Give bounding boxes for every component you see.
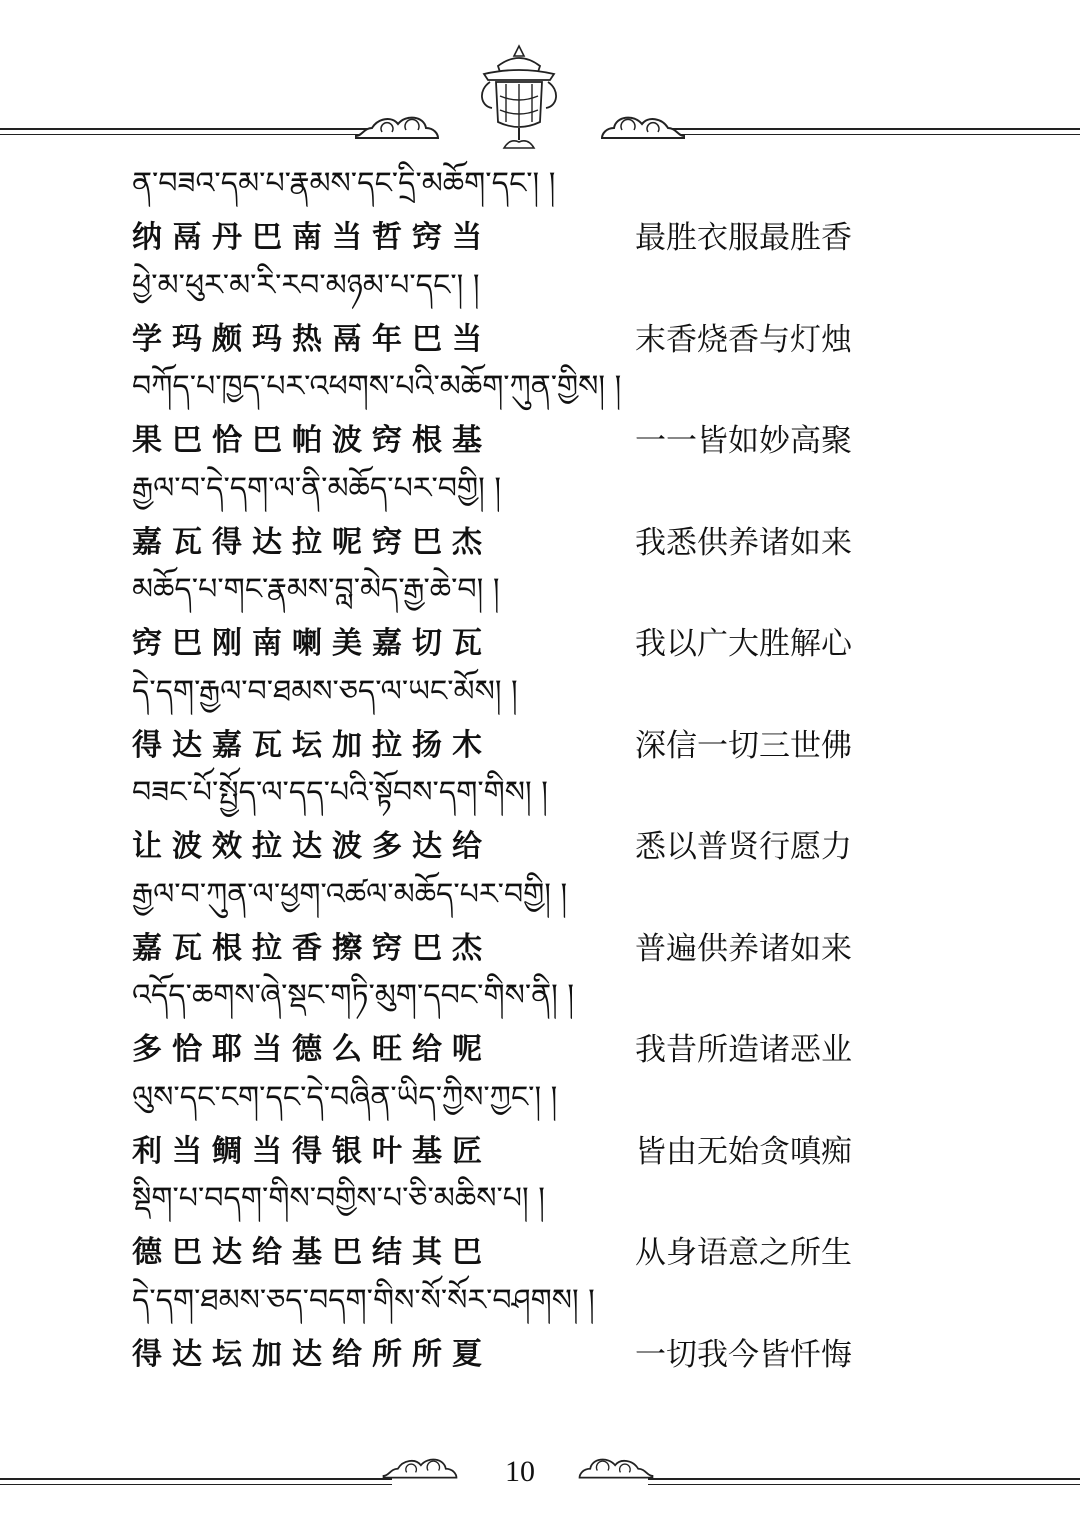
verse [132, 465, 852, 567]
meaning-line: 悉以普贤行愿力 [635, 829, 852, 865]
bottom-rule-inner [0, 1484, 392, 1485]
tibetan-line: དེ་དག་ཐམས་ཅད་བདག་གིས་སོ་སོར་བཤགས། ། [132, 1282, 595, 1318]
meaning-line: 一一皆如妙高聚 [635, 423, 852, 459]
tibetan-line: དེ་དག་རྒྱལ་བ་ཐམས་ཅད་ལ་ཡང་མོས། ། [132, 673, 518, 709]
cloud-scroll-icon [352, 106, 442, 146]
top-rule-inner-right [668, 134, 1080, 135]
phonetic-line: 得达嘉瓦坛加拉扬木 [132, 727, 492, 763]
meaning-line: 从身语意之所生 [635, 1235, 852, 1271]
bottom-rule-outer-right [648, 1478, 1080, 1480]
cloud-scroll-icon [576, 1448, 656, 1486]
bottom-rule-outer [0, 1478, 392, 1480]
phonetic-line: 果巴恰巴帕波窍根基 [132, 423, 492, 458]
phonetic-line: 纳鬲丹巴南当哲窍当 [132, 220, 492, 255]
phonetic-line: 嘉瓦根拉香擦窍巴杰 [132, 930, 492, 966]
meaning-line: 最胜衣服最胜香 [635, 220, 852, 256]
verse [132, 1074, 852, 1176]
chinese-row [132, 1231, 852, 1275]
tibetan-line: ལུས་དང་ངག་དང་དེ་བཞིན་ཡིད་ཀྱིས་ཀྱང་། ། [132, 1079, 558, 1115]
chinese-row [132, 825, 852, 869]
chinese-row [132, 927, 852, 971]
chinese-row [132, 419, 852, 463]
phonetic-line: 多恰耶当德么旺给呢 [132, 1032, 492, 1067]
phonetic-line: 嘉瓦得达拉呢窍巴杰 [132, 524, 492, 560]
tibetan-line: ཕྱེ་མ་ཕུར་མ་རི་རབ་མཉམ་པ་དང་། ། [132, 267, 480, 303]
verse [132, 1277, 852, 1379]
tibetan-line: རྒྱལ་བ་དེ་དག་ལ་ནི་མཆོད་པར་བགྱི། ། [132, 470, 501, 506]
meaning-line: 一切我今皆忏悔 [635, 1336, 852, 1373]
verse [132, 871, 852, 973]
phonetic-line: 窍巴刚南喇美嘉切瓦 [132, 626, 492, 661]
cloud-scroll-icon [598, 106, 688, 146]
chinese-row [132, 622, 852, 666]
cloud-scroll-icon [380, 1448, 460, 1486]
tibetan-line: མཆོད་པ་གང་རྣམས་བླ་མེད་རྒྱ་ཆེ་བ། ། [132, 572, 500, 607]
phonetic-line: 利当鲷当得银叶基匠 [132, 1133, 492, 1169]
phonetic-line: 让波效拉达波多达给 [132, 829, 492, 864]
top-rule-outer-right [668, 128, 1080, 130]
verse [132, 566, 852, 668]
tibetan-line: བཟང་པོ་སྤྱོད་ལ་དད་པའི་སྟོབས་དག་གིས། ། [132, 775, 548, 810]
meaning-line: 普遍供养诸如来 [635, 930, 852, 967]
top-rule-inner [0, 134, 372, 135]
tibetan-line: བཀོད་པ་ཁྱད་པར་འཕགས་པའི་མཆོག་ཀུན་གྱིས། ། [132, 369, 622, 404]
chinese-row [132, 1333, 852, 1377]
bottom-rule-inner-right [648, 1484, 1080, 1485]
top-rule-outer [0, 128, 372, 130]
tibetan-line: རྒྱལ་བ་ཀུན་ལ་ཕྱག་འཚལ་མཆོད་པར་བགྱི། ། [132, 876, 568, 912]
verse [132, 972, 852, 1074]
verse-list [132, 160, 852, 1378]
verse [132, 160, 852, 262]
page-number: 10 [505, 1455, 535, 1488]
meaning-line: 我以广大胜解心 [635, 626, 852, 662]
verse [132, 668, 852, 770]
meaning-line: 我昔所造诸恶业 [635, 1032, 852, 1068]
chinese-row [132, 724, 852, 768]
phonetic-line: 德巴达给基巴结其巴 [132, 1235, 492, 1270]
meaning-line: 末香烧香与灯烛 [635, 321, 852, 358]
chinese-row [132, 521, 852, 565]
verse [132, 769, 852, 871]
tibetan-line: སྡིག་པ་བདག་གིས་བགྱིས་པ་ཅི་མཆིས་པ། ། [132, 1181, 545, 1216]
tibetan-line: ན་བཟའ་དམ་པ་རྣམས་དང་དྲི་མཆོག་དང་། ། [132, 166, 556, 201]
victory-banner-ornament-icon [474, 44, 564, 156]
phonetic-line: 得达坛加达给所所夏 [132, 1336, 492, 1372]
chinese-row [132, 1028, 852, 1072]
verse [132, 1175, 852, 1277]
verse [132, 262, 852, 364]
phonetic-line: 学玛颇玛热鬲年巴当 [132, 321, 492, 357]
meaning-line: 皆由无始贪嗔痴 [635, 1133, 852, 1170]
meaning-line: 深信一切三世佛 [635, 727, 852, 764]
verse [132, 363, 852, 465]
chinese-row [132, 1130, 852, 1174]
chinese-row [132, 318, 852, 362]
meaning-line: 我悉供养诸如来 [635, 524, 852, 561]
tibetan-line: འདོད་ཆགས་ཞེ་སྡང་གཏི་མུག་དབང་གིས་ནི། ། [132, 978, 575, 1013]
chinese-row [132, 216, 852, 260]
